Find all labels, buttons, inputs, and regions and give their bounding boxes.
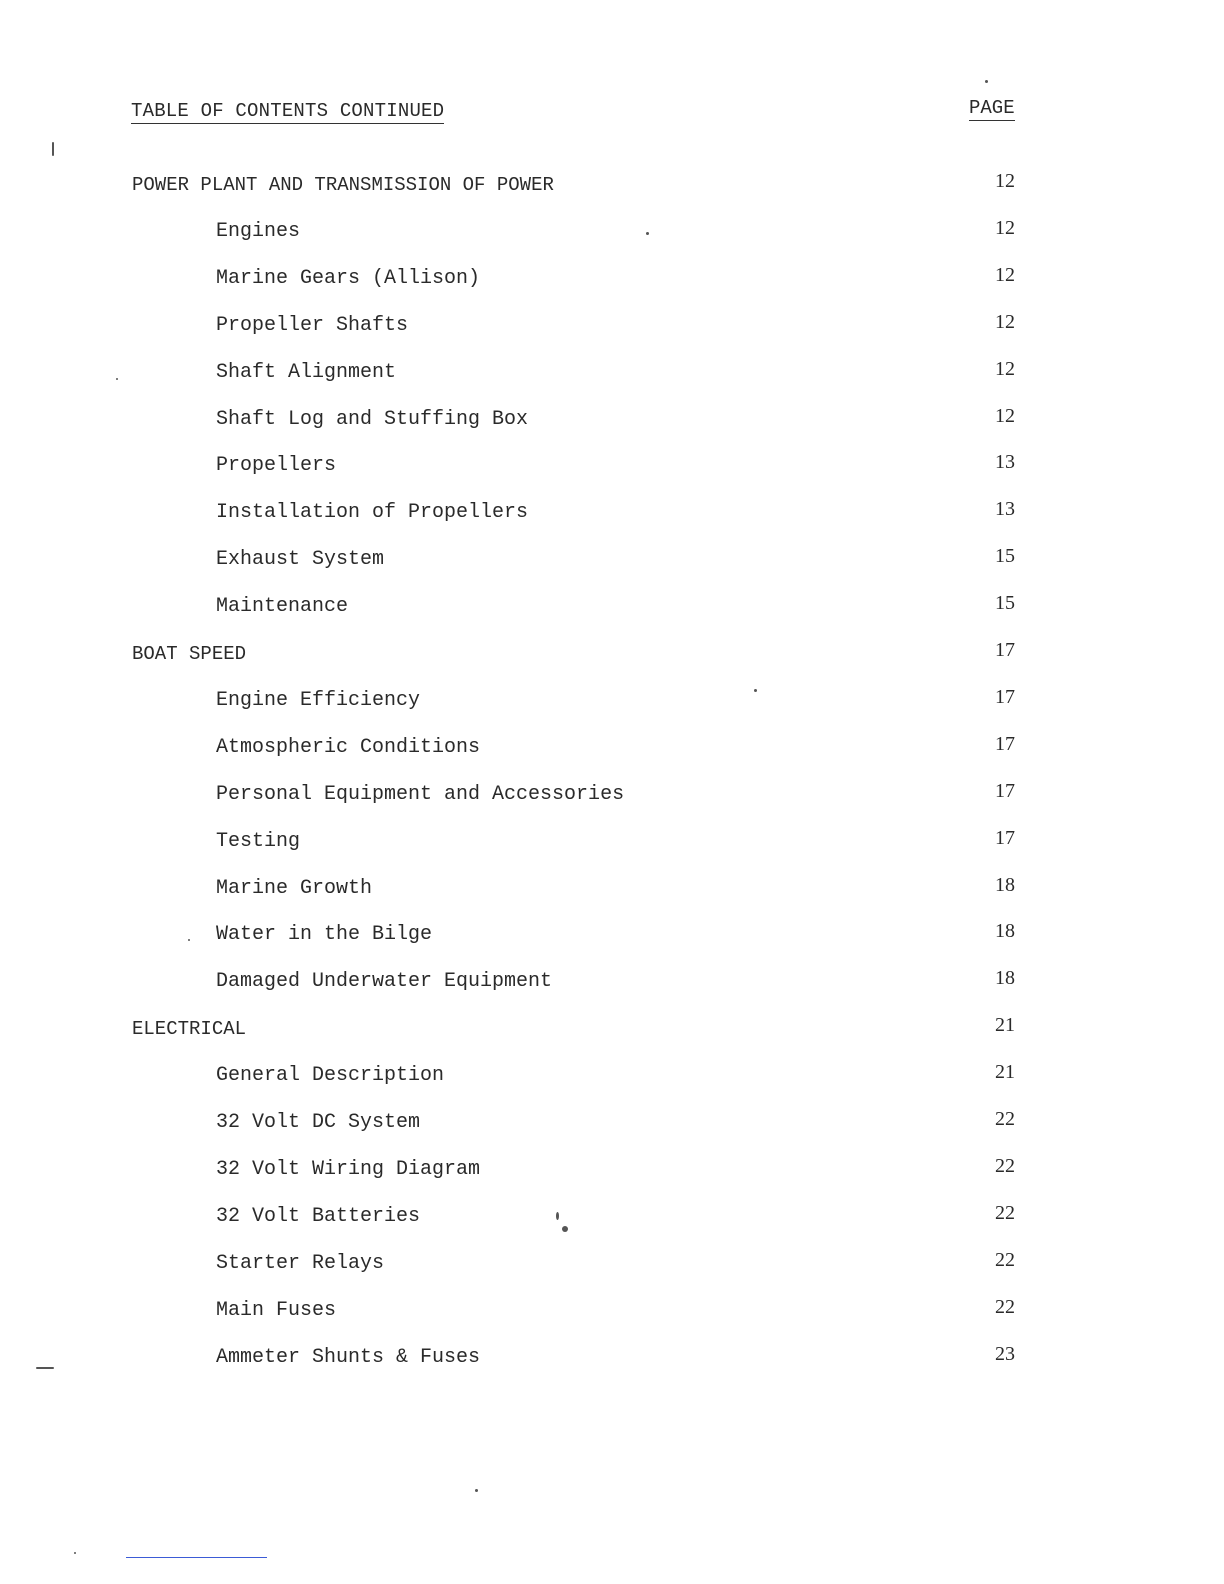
toc-heading: TABLE OF CONTENTS CONTINUED	[131, 100, 445, 122]
toc-entry-page: 12	[995, 358, 1015, 380]
toc-item	[0, 1345, 1224, 1373]
toc-entry-label: Damaged Underwater Equipment	[216, 970, 553, 993]
toc-entry-page: 12	[995, 217, 1015, 239]
toc-entry-label: Personal Equipment and Accessories	[216, 783, 625, 806]
toc-item	[0, 1298, 1224, 1326]
scan-speck	[36, 1367, 54, 1369]
toc-entry-page: 22	[995, 1155, 1015, 1177]
toc-entry-page: 21	[995, 1061, 1015, 1083]
toc-entry-label: POWER PLANT AND TRANSMISSION OF POWER	[132, 174, 554, 196]
toc-entry-page: 23	[995, 1343, 1015, 1365]
toc-entry-page: 12	[995, 311, 1015, 333]
toc-entry-label: Maintenance	[216, 595, 349, 618]
page-column-heading: PAGE	[969, 97, 1015, 119]
toc-entry-page: 17	[995, 733, 1015, 755]
toc-item	[0, 876, 1224, 904]
toc-item	[0, 735, 1224, 763]
toc-entry-label: Testing	[216, 830, 301, 853]
toc-item	[0, 219, 1224, 247]
toc-item	[0, 1204, 1224, 1232]
toc-entry-page: 12	[995, 170, 1015, 192]
toc-entry-page: 13	[995, 451, 1015, 473]
toc-entry-page: 12	[995, 264, 1015, 286]
toc-item	[0, 407, 1224, 435]
toc-entry-page: 22	[995, 1108, 1015, 1130]
toc-entry-page: 22	[995, 1249, 1015, 1271]
toc-item	[0, 547, 1224, 575]
toc-section	[0, 641, 1224, 669]
toc-entry-label: 32 Volt DC System	[216, 1111, 421, 1134]
toc-entry-label: Engines	[216, 220, 301, 243]
toc-item	[0, 1251, 1224, 1279]
toc-entry-label: Installation of Propellers	[216, 501, 529, 524]
scan-speck	[188, 939, 190, 941]
toc-entry-page: 17	[995, 780, 1015, 802]
toc-entry-page: 15	[995, 592, 1015, 614]
toc-entry-label: Shaft Alignment	[216, 361, 397, 384]
toc-entry-label: Propeller Shafts	[216, 314, 409, 337]
toc-entry-page: 13	[995, 498, 1015, 520]
toc-entry-label: Exhaust System	[216, 548, 385, 571]
toc-entry-page: 17	[995, 827, 1015, 849]
toc-entry-page: 15	[995, 545, 1015, 567]
toc-item	[0, 360, 1224, 388]
toc-item	[0, 688, 1224, 716]
toc-entry-label: 32 Volt Batteries	[216, 1205, 421, 1228]
toc-entry-page: 18	[995, 967, 1015, 989]
toc-entry-page: 18	[995, 920, 1015, 942]
toc-entry-label: Marine Growth	[216, 877, 373, 900]
scan-speck	[116, 378, 118, 380]
toc-entry-page: 17	[995, 639, 1015, 661]
scan-speck	[562, 1226, 568, 1232]
toc-item	[0, 782, 1224, 810]
scan-speck	[985, 80, 988, 83]
toc-entry-label: Engine Efficiency	[216, 689, 421, 712]
toc-entry-label: BOAT SPEED	[132, 643, 247, 665]
toc-entry-label: 32 Volt Wiring Diagram	[216, 1158, 481, 1181]
toc-item	[0, 1157, 1224, 1185]
toc-item	[0, 922, 1224, 950]
toc-item	[0, 453, 1224, 481]
toc-item	[0, 1110, 1224, 1138]
scan-speck	[556, 1212, 559, 1220]
toc-item	[0, 266, 1224, 294]
toc-entry-label: General Description	[216, 1064, 445, 1087]
toc-entry-page: 21	[995, 1014, 1015, 1036]
toc-entry-label: ELECTRICAL	[132, 1018, 247, 1040]
toc-item	[0, 969, 1224, 997]
toc-item	[0, 829, 1224, 857]
toc-item	[0, 594, 1224, 622]
toc-entry-label: Main Fuses	[216, 1299, 337, 1322]
scan-speck	[74, 1552, 76, 1554]
scan-speck	[754, 689, 757, 692]
toc-item	[0, 313, 1224, 341]
toc-section	[0, 172, 1224, 200]
toc-entry-page: 22	[995, 1296, 1015, 1318]
toc-item	[0, 1063, 1224, 1091]
toc-entry-label: Ammeter Shunts & Fuses	[216, 1346, 481, 1369]
toc-entry-label: Shaft Log and Stuffing Box	[216, 408, 529, 431]
toc-entry-page: 17	[995, 686, 1015, 708]
toc-entry-page: 18	[995, 874, 1015, 896]
toc-section	[0, 1016, 1224, 1044]
toc-item	[0, 500, 1224, 528]
toc-entry-label: Starter Relays	[216, 1252, 385, 1275]
toc-entry-label: Atmospheric Conditions	[216, 736, 481, 759]
scan-speck	[646, 232, 649, 235]
toc-entry-label: Propellers	[216, 454, 337, 477]
scan-speck	[52, 142, 54, 156]
scan-speck	[475, 1489, 478, 1492]
footer-rule	[126, 1557, 267, 1558]
toc-entry-label: Water in the Bilge	[216, 923, 433, 946]
toc-entry-page: 22	[995, 1202, 1015, 1224]
toc-entry-label: Marine Gears (Allison)	[216, 267, 481, 290]
toc-entry-page: 12	[995, 405, 1015, 427]
